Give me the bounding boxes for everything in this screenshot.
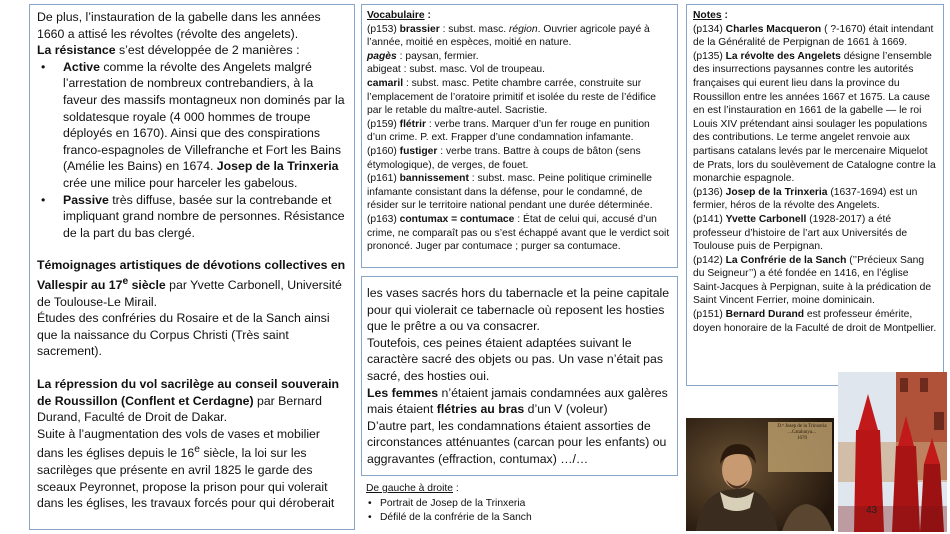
middle-text-box — [361, 276, 678, 476]
note-entry — [693, 186, 938, 213]
entry-term: pagès — [367, 50, 397, 62]
notes-title-suffix: : — [721, 10, 728, 21]
vocab-entry — [367, 145, 672, 172]
carbonell-reference — [37, 257, 348, 310]
notes-title — [693, 9, 938, 23]
entry-ref: (p159) — [367, 118, 400, 130]
entry-ref: (p161) — [367, 173, 400, 185]
note-term: La révolte des Angelets — [725, 50, 841, 62]
note-term: La Confrérie de la Sanch — [725, 254, 847, 266]
entry-def: : État de celui qui, accusé d’un crime, ne comparaît pas ou s’est échappé avant que le verdict soit prononcé. Juger par contumace ; purger sa contumace. — [367, 213, 670, 253]
inscription-line: 1670 — [797, 436, 807, 441]
entry-term: flétrir — [399, 118, 426, 130]
portrait-trinxeria-image — [686, 418, 834, 531]
vocab-entry — [367, 172, 672, 213]
bullet-active — [37, 59, 348, 192]
page-number: 43 — [866, 505, 878, 516]
passive-label: Passive — [63, 192, 109, 207]
caption-list — [366, 497, 678, 525]
caption-title-suffix: : — [453, 483, 459, 494]
durand-reference — [37, 376, 348, 426]
entry-def: : verbe trans. Marquer d’un fer rouge en punition d’un crime. P. ext. Frapper d’une condamnation infamante. — [367, 118, 650, 144]
carbonell-title-end: siècle — [128, 278, 166, 292]
vocab-entry — [367, 23, 672, 50]
note-entry — [693, 50, 938, 186]
entry-def: . Ouvrier agricole payé à l’année, moitié en espèces, moitié en nature. — [367, 23, 650, 49]
resistance-bold: La résistance — [37, 43, 116, 58]
caption-item-sanch: • Défilé de la confrérie de la Sanch — [366, 511, 678, 525]
note-term: Yvette Carbonell — [725, 213, 807, 225]
durand-title: La répression du vol sacrilège au conseil souverain de Roussillon (Conflent et Cerdagne) — [37, 376, 340, 408]
femmes-paragraph — [367, 385, 672, 418]
bullet-dot: • — [41, 59, 46, 74]
inscription-line: D.ⁿ Josep de la Trinxeria — [777, 424, 827, 429]
vocabulary-title-text: Vocabulaire — [367, 10, 425, 21]
century-sup: e — [194, 444, 200, 456]
procession-illustration — [838, 372, 947, 532]
note-ref: (p134) — [693, 23, 726, 35]
entry-ref: (p153) — [367, 23, 400, 35]
vocab-entry: abigeat : subst. masc. Vol de troupeau. — [367, 64, 546, 76]
entry-term: camaril — [367, 77, 404, 89]
vocabulary-title — [367, 9, 672, 23]
caption-item-portrait: • Portrait de Josep de la Trinxeria — [366, 497, 678, 511]
trinxeria-name: Josep de la Trinxeria — [216, 159, 339, 174]
passive-text: très diffuse, basée sur la contrebande et impliquant grand nombre de personnes. Résistance de la part du bas clergé. — [63, 192, 345, 240]
peines-paragraph: Toutefois, ces peines étaient adaptées suivant le caractère sacré des objets ou pas. Un vase n’était pas sacré, des hosties oui. — [367, 335, 663, 383]
carbonell-title: Témoignages artistiques de dévotions collectives en Vallespir au 17 — [37, 258, 346, 292]
confreries-paragraph: Études des confréries du Rosaire et de la Sanch ainsi que la naissance du Corpus Christi (Très saint sacrement). — [37, 311, 330, 359]
entry-ref: (p160) — [367, 145, 400, 157]
vocab-entry — [367, 77, 672, 118]
sanch-procession-image — [838, 372, 947, 532]
note-text: ( ?-1670) était intendant de la Généralité de Perpignan de 1661 à 1669. — [693, 23, 934, 49]
note-entry — [693, 23, 938, 50]
bullet-passive — [37, 192, 348, 242]
femmes-text: n’étaient jamais condamnées aux galères mais étaient — [367, 385, 668, 417]
note-text: désigne l’ensemble des insurrections paysannes contre les autorités françaises qui eurent lieu dans la province du Roussillon entre les années 1667 et 1675. La cause en est l’instauration en 1661 de la gabelle — le roi Louis XIV prétendant ainsi soulager les populations des contributions. Le terme angelet renvoie aux partisans catalans levés par le mercenaire Miquelot de Prats, lors du soulèvement de Catalogne contre la monarchie espagnole. — [693, 50, 936, 185]
note-ref: (p136) — [693, 186, 726, 198]
note-text: (1928-2017) a été professeur d’histoire de l’art aux Universités de Toulouse puis de Perpignan. — [693, 213, 908, 253]
tabernacle-paragraph: les vases sacrés hors du tabernacle et la peine capitale pour qui violerait ce tabernacle où reposent les hosties que le prêtre a ou va consacrer. — [367, 286, 670, 334]
notes-title-text: Notes — [693, 10, 722, 21]
circonstances-paragraph: D’autre part, les condamnations étaient assorties de circonstances atténuantes (carcan pour les enfants) ou aggravantes (effraction, contumax) …/… — [367, 418, 667, 466]
note-ref: (p141) — [693, 213, 726, 225]
resistance-heading — [37, 42, 348, 59]
sacrilege-paragraph — [37, 426, 348, 512]
inscription-line: ...Catalunya... — [788, 430, 816, 435]
entry-term: contumax = contumace — [399, 213, 515, 225]
sacrilege-text-b: siècle, la loi sur les sacrilèges que présente en avril 1825 le garde des sceaux Peyronnet, propose la prison pour qui volerait dans les églises, les travaux forcés pour qui déroberait — [37, 446, 335, 511]
entry-term: fustiger — [399, 145, 438, 157]
portrait-inscription — [772, 424, 832, 442]
century-sup: e — [122, 275, 129, 287]
notes-box — [686, 4, 944, 386]
vocab-entry — [367, 50, 672, 64]
note-entry — [693, 213, 938, 254]
entry-def: : paysan, fermier. — [396, 50, 479, 62]
bullet-dot: • — [41, 192, 46, 207]
active-text: comme la révolte des Angelets malgré l’arrestation de nombreux contrebandiers, à la faveur des massifs montagneux non dominés par la soldatesque royale (4 000 hommes de troupe déployés en 1670). Ainsi que des conspirations franco-espagnoles de Villefranche et Fort les Bains (Amélie les Bains) en 1674. — [63, 59, 345, 174]
carbonell-author: par Yvette Carbonell, Université de Toulouse-Le Mirail. — [37, 278, 342, 309]
note-text: est professeur émérite, doyen honoraire de la Faculté de droit de Montpellier. — [693, 309, 937, 334]
intro-paragraph: De plus, l’instauration de la gabelle dans les années 1660 a attisé les révoltes (révolte des angelets). — [37, 10, 321, 41]
note-entry — [693, 308, 938, 335]
image-caption — [366, 482, 678, 525]
note-ref: (p151) — [693, 309, 726, 321]
entry-ref: (p163) — [367, 213, 400, 225]
femmes-bold: Les femmes — [367, 385, 439, 400]
caption-title — [366, 482, 678, 496]
active-text-end: crée une milice pour harceler les gabelous. — [63, 175, 298, 190]
entry-term: brassier — [399, 23, 440, 35]
caption-title-text: De gauche à droite — [366, 483, 454, 494]
entry-def: : subst. masc. Petite chambre carrée, construite sur l’emplacement de l’oratoire primitif et isolée du reste de l’édifice par le retable du maître-autel. Sacristie. — [367, 77, 657, 117]
entry-term: bannissement — [399, 173, 469, 185]
vocab-entry — [367, 213, 672, 254]
note-entry — [693, 254, 938, 308]
vocabulary-title-suffix: : — [424, 10, 431, 21]
note-text: (’’Précieux Sang du Seigneur’’) a été fondée en 1416, en l’église Saint-Jacques à Perpignan, suite à la prédication de Saint Vincent Ferrier, moine dominicain. — [693, 254, 932, 307]
note-ref: (p142) — [693, 254, 726, 266]
femmes-text-end: d’un V (voleur) — [524, 402, 608, 417]
active-label: Active — [63, 59, 100, 74]
note-term: Bernard Durand — [725, 309, 805, 321]
durand-author: par Bernard Durand, Faculté de Droit de Dakar. — [37, 393, 322, 425]
fletries-bold: flétries au bras — [436, 402, 525, 417]
vocab-entry — [367, 118, 672, 145]
note-text: (1637-1694) est un fermier, héros de la révolte des Angelets. — [693, 186, 918, 212]
note-term: Josep de la Trinxeria — [725, 186, 828, 198]
entry-def: : subst. masc. — [439, 23, 509, 35]
vocabulary-box — [361, 4, 678, 268]
entry-def-italic: région — [508, 23, 538, 35]
entry-def: : subst. masc. Peine politique criminelle infamante consistant dans la défense, pour le condamné, de résider sur le territoire national pendant une durée déterminée. — [367, 173, 653, 212]
left-text-column — [29, 4, 355, 530]
note-term: Charles Macqueron — [725, 23, 822, 35]
resistance-rest: s’est développée de 2 manières : — [115, 43, 300, 58]
entry-def: : verbe trans. Battre à coups de bâton (sens étymologique), de verges, de fouet. — [367, 145, 641, 171]
note-ref: (p135) — [693, 50, 726, 62]
sacrilege-text-a: Suite à l’augmentation des vols de vases et mobilier dans les églises depuis le 16 — [37, 426, 320, 461]
